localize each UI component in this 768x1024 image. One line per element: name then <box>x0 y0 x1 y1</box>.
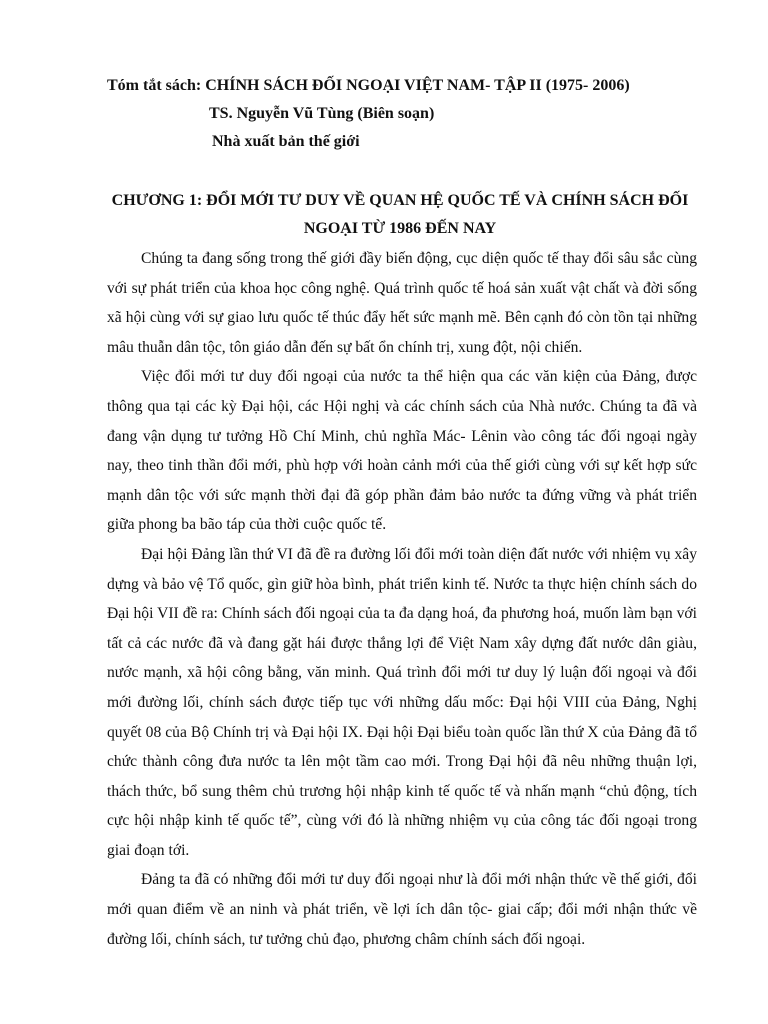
book-summary-title: Tóm tắt sách: CHÍNH SÁCH ĐỐI NGOẠI VIỆT NAM- TẬP II (1975- 2006) <box>107 77 630 94</box>
chapter-body <box>107 244 697 954</box>
paragraph-1: Chúng ta đang sống trong thế giới đầy biến động, cục diện quốc tế thay đổi sâu sắc cùng với sự phát triển của khoa học công nghệ. Quá trình quốc tế hoá sản xuất vật chất và đời sống xã hội cùng với sự giao lưu quốc tế thúc đẩy hết sức mạnh mẽ. Bên cạnh đó còn tồn tại những mâu thuẫn dân tộc, tôn giáo dẫn đến sự bất ổn chính trị, xung đột, nội chiến. <box>107 250 697 356</box>
book-header <box>107 72 630 156</box>
paragraph-4: Đảng ta đã có những đổi mới tư duy đối ngoại như là đổi mới nhận thức về thế giới, đổi mới quan điểm về an ninh và phát triển, về lợi ích dân tộc- giai cấp; đổi mới nhận thức về đường lối, chính sách, tư tưởng chủ đạo, phương châm chính sách đối ngoại. <box>107 871 697 948</box>
chapter-title: CHƯƠNG 1: ĐỔI MỚI TƯ DUY VỀ QUAN HỆ QUỐC TẾ VÀ CHÍNH SÁCH ĐỐI NGOẠI TỪ 1986 ĐẾN NAY <box>111 192 689 237</box>
book-author: TS. Nguyễn Vũ Tùng (Biên soạn) <box>209 105 435 122</box>
paragraph-2: Việc đổi mới tư duy đối ngoại của nước ta thể hiện qua các văn kiện của Đảng, được thông qua tại các kỳ Đại hội, các Hội nghị và các chính sách của Nhà nước. Chúng ta đã và đang vận dụng tư tưởng Hồ Chí Minh, chủ nghĩa Mác- Lênin vào công tác đối ngoại ngày nay, theo tinh thần đổi mới, phù hợp với hoàn cảnh mới của thế giới cùng với sự kết hợp sức mạnh dân tộc với sức mạnh thời đại đã góp phần đảm bảo nước ta đứng vững và phát triển giữa phong ba bão táp của thời cuộc quốc tế. <box>107 368 697 534</box>
paragraph-3: Đại hội Đảng lần thứ VI đã đề ra đường lối đổi mới toàn diện đất nước với nhiệm vụ xây dựng và bảo vệ Tổ quốc, gìn giữ hòa bình, phát triển kinh tế. Nước ta thực hiện chính sách do Đại hội VII đề ra: Chính sách đối ngoại của ta đa dạng hoá, đa phương hoá, muốn làm bạn với tất cả các nước đã và đang gặt hái được thắng lợi để Việt Nam xây dựng đất nước dân giàu, nước mạnh, xã hội công bằng, văn minh. Quá trình đổi mới tư duy lý luận đối ngoại và đổi mới đường lối, chính sách được tiếp tục với những dấu mốc: Đại hội VIII của Đảng, Nghị quyết 08 của Bộ Chính trị và Đại hội IX. Đại hội Đại biểu toàn quốc lần thứ X của Đảng đã tổ chức thành công đưa nước ta lên một tầm cao mới. Trong Đại hội đã nêu những thuận lợi, thách thức, bổ sung thêm chủ trương hội nhập kinh tế quốc tế và nhấn mạnh “chủ động, tích cực hội nhập kinh tế quốc tế”, cùng với đó là những nhiệm vụ của công tác đối ngoại trong giai đoạn tới. <box>107 545 697 859</box>
book-publisher: Nhà xuất bản thế giới <box>212 133 360 150</box>
